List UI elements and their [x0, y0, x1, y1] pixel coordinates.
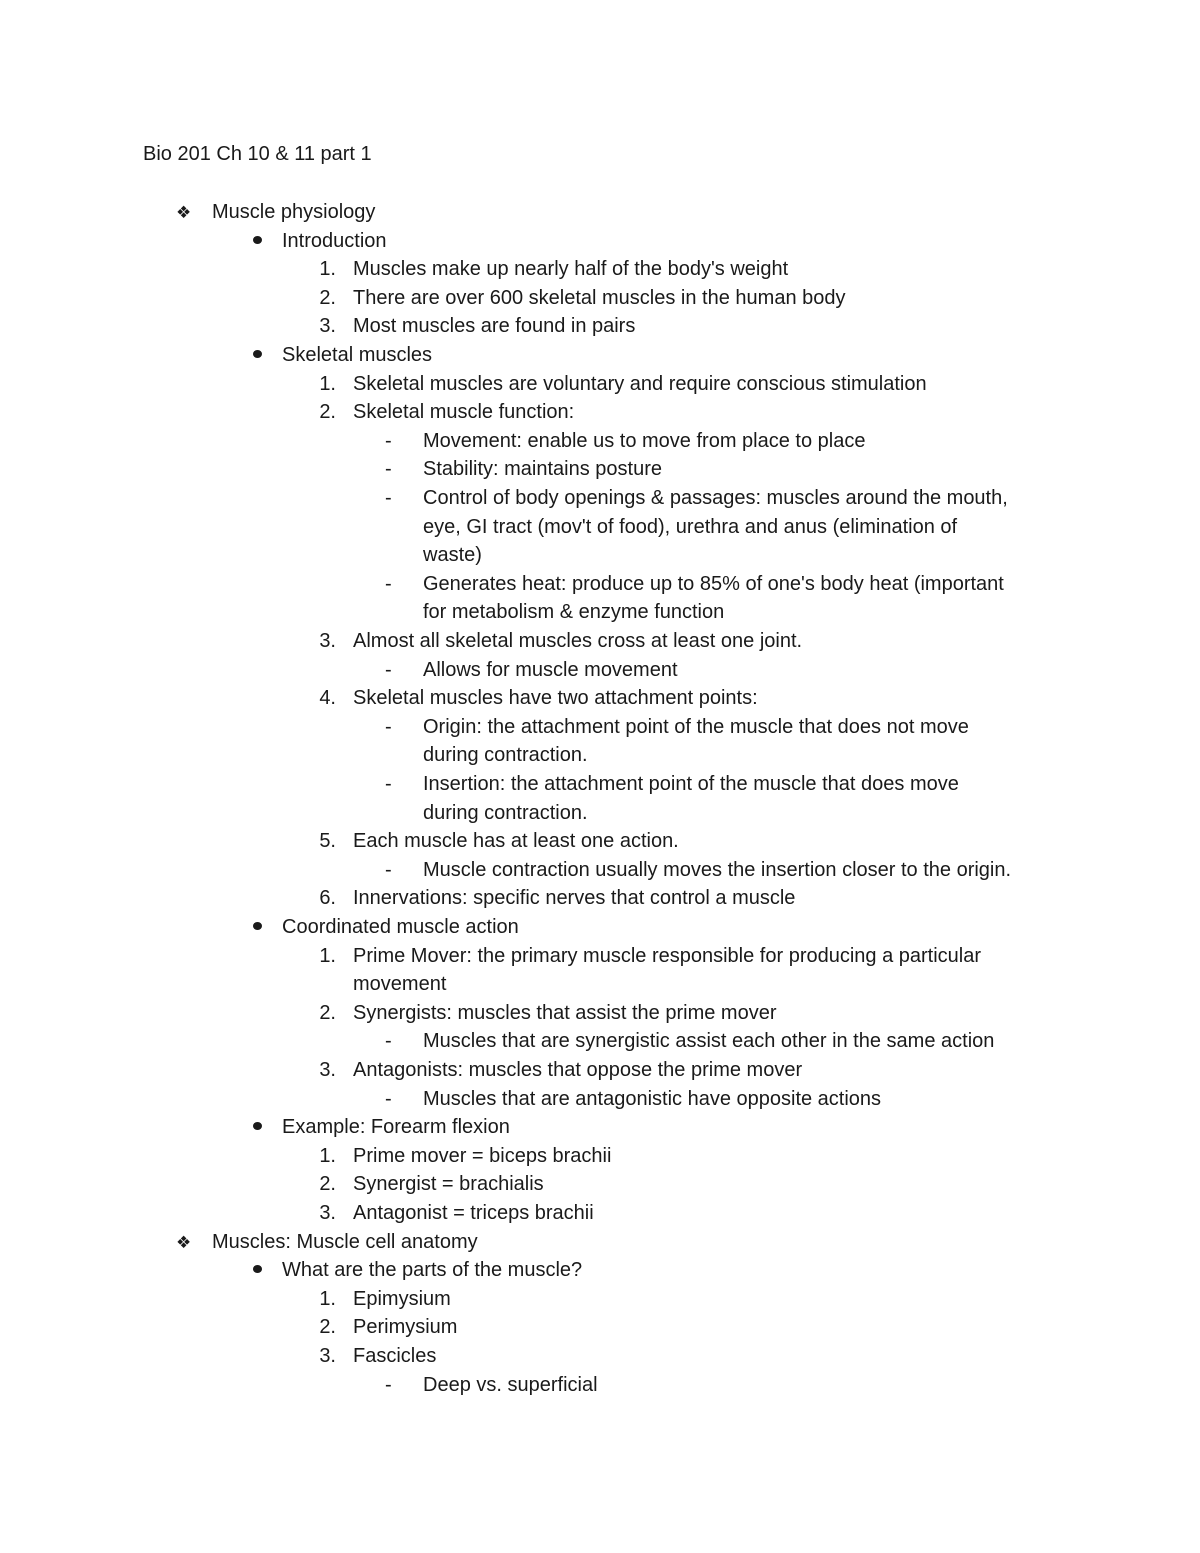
list-number: 1. [319, 1287, 336, 1310]
outline-text: during contraction. [423, 801, 588, 824]
dash-marker: - [385, 487, 392, 509]
outline-text: Control of body openings & passages: muscles around the mouth, [423, 487, 1008, 509]
dash-marker: - [385, 715, 392, 738]
dash-marker: - [385, 1373, 392, 1396]
outline-text: Skeletal muscles [282, 344, 433, 366]
outline-text: Deep vs. superficial [423, 1373, 598, 1396]
bullet-dot-icon [253, 922, 262, 930]
list-number: 3. [319, 1202, 336, 1224]
outline-text: Skeletal muscles have two attachment points: [353, 687, 758, 710]
list-number: 2. [319, 286, 336, 309]
outline-text: Fascicles [353, 1345, 437, 1367]
outline-text: eye, GI tract (mov't of food), urethra and anus (elimination of [423, 515, 958, 538]
outline-text: Synergist = brachialis [353, 1173, 544, 1196]
outline-text: Generates heat: produce up to 85% of one's body heat (important [423, 572, 1004, 595]
outline-text: What are the parts of the muscle? [282, 1259, 583, 1282]
outline-text: Epimysium [353, 1287, 451, 1310]
outline-text: Almost all skeletal muscles cross at least one joint. [353, 630, 803, 652]
outline-text: for metabolism & enzyme function [423, 601, 725, 624]
bullet-icon [248, 227, 262, 256]
bullet-dot-icon [253, 1265, 262, 1273]
bullet-icon [248, 1256, 262, 1285]
outline-text: during contraction. [423, 744, 588, 767]
list-number: 2. [319, 1316, 336, 1339]
bullet-dot-icon [253, 350, 262, 358]
outline-text: Each muscle has at least one action. [353, 830, 679, 853]
outline-text: waste) [423, 544, 482, 567]
outline-text: Insertion: the attachment point of the muscle that does move [423, 773, 959, 795]
outline-text: Movement: enable us to move from place to place [423, 429, 866, 452]
outline-text: Muscles that are synergistic assist each other in the same action [423, 1030, 995, 1053]
outline-text: Example: Forearm flexion [282, 1116, 510, 1139]
list-number: 6. [319, 887, 336, 910]
document-title: Bio 201 Ch 10 & 11 part 1 [143, 143, 372, 165]
list-number: 4. [319, 687, 336, 710]
list-number: 2. [319, 1173, 336, 1196]
outline-text: Origin: the attachment point of the muscle that does not move [423, 715, 969, 738]
outline-text: movement [353, 973, 447, 996]
outline-text: Synergists: muscles that assist the prime mover [353, 1001, 777, 1024]
list-number: 1. [319, 372, 336, 395]
list-number: 5. [319, 830, 336, 853]
bullet-dot-icon [253, 236, 262, 244]
outline-text: Innervations: specific nerves that control a muscle [353, 887, 796, 910]
outline-text: Most muscles are found in pairs [353, 315, 636, 338]
outline-text: Perimysium [353, 1316, 458, 1339]
outline-text: Muscle contraction usually moves the insertion closer to the origin. [423, 858, 1012, 881]
outline-text: Muscles make up nearly half of the body's weight [353, 258, 789, 281]
outline-text: Skeletal muscles are voluntary and require conscious stimulation [353, 372, 927, 395]
diamond-bullet-icon: ❖ [176, 203, 192, 222]
bullet-icon [248, 341, 262, 370]
list-number: 3. [319, 315, 336, 338]
outline-text: Muscle physiology [212, 201, 376, 223]
list-number: 1. [319, 258, 336, 281]
outline-text: Antagonists: muscles that oppose the prime mover [353, 1059, 803, 1081]
list-number: 3. [319, 1345, 336, 1367]
dash-marker: - [385, 429, 392, 452]
dash-marker: - [385, 572, 392, 595]
dash-marker: - [385, 458, 392, 481]
dash-marker: - [385, 773, 392, 795]
list-number: 3. [319, 1059, 336, 1081]
dash-marker: - [385, 1087, 392, 1110]
outline-text: Prime Mover: the primary muscle responsible for producing a particular [353, 944, 982, 967]
bullet-icon [248, 1113, 262, 1142]
outline-text: Muscles: Muscle cell anatomy [212, 1230, 478, 1253]
outline-text: Prime mover = biceps brachii [353, 1144, 612, 1167]
bullet-icon [248, 913, 262, 942]
list-number: 1. [319, 1144, 336, 1167]
diamond-bullet-icon: ❖ [176, 1232, 192, 1252]
dash-marker: - [385, 1030, 392, 1053]
bullet-dot-icon [253, 1122, 262, 1130]
outline-text: Skeletal muscle function: [353, 401, 575, 424]
dash-marker: - [385, 658, 392, 681]
outline-text: Antagonist = triceps brachii [353, 1202, 594, 1224]
outline-text: There are over 600 skeletal muscles in the human body [353, 286, 846, 309]
list-number: 2. [319, 401, 336, 424]
list-number: 2. [319, 1001, 336, 1024]
outline-text: Coordinated muscle action [282, 916, 519, 938]
dash-marker: - [385, 858, 392, 881]
list-number: 1. [319, 944, 336, 967]
list-number: 3. [319, 630, 336, 652]
outline-text: Allows for muscle movement [423, 658, 678, 681]
outline-text: Stability: maintains posture [423, 458, 663, 481]
outline-text: Muscles that are antagonistic have opposite actions [423, 1087, 882, 1110]
outline-text: Introduction [282, 229, 387, 252]
